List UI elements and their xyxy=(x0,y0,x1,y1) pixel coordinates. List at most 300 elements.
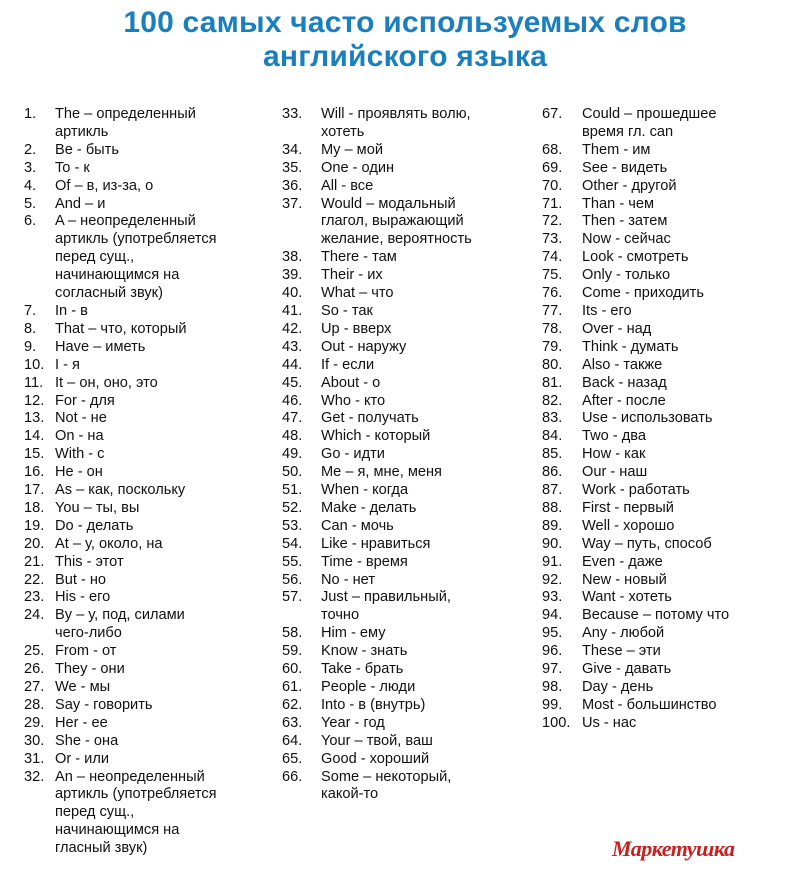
item-number: 22. xyxy=(24,571,45,588)
item-number: 82. xyxy=(542,392,563,409)
item-number: 28. xyxy=(24,696,45,713)
item-text xyxy=(582,518,804,536)
item-text xyxy=(321,643,534,661)
item-number: 90. xyxy=(542,535,563,552)
item-line: It – он, оно, это xyxy=(55,374,158,391)
item-text xyxy=(582,482,804,500)
list-item xyxy=(24,339,274,357)
item-line: Of – в, из-за, о xyxy=(55,177,154,194)
item-text xyxy=(55,160,274,178)
item-number: 70. xyxy=(542,177,563,194)
item-number: 37. xyxy=(282,195,303,212)
item-number: 43. xyxy=(282,338,303,355)
item-line: In - в xyxy=(55,302,88,319)
item-number: 52. xyxy=(282,499,303,516)
item-line: согласный звук) xyxy=(55,285,163,302)
list-item xyxy=(282,589,534,625)
item-number: 74. xyxy=(542,249,563,266)
list-item xyxy=(24,303,274,321)
item-text xyxy=(55,769,274,859)
item-line: Will - проявлять волю, xyxy=(321,106,471,122)
item-number: 53. xyxy=(282,517,303,534)
item-line: Know - знать xyxy=(321,643,408,660)
item-number: 25. xyxy=(24,643,45,660)
list-item xyxy=(282,393,534,411)
item-line: Back - назад xyxy=(582,374,667,391)
item-line: Look - смотреть xyxy=(582,249,689,266)
item-number: 97. xyxy=(542,661,563,678)
item-line: Give - давать xyxy=(582,661,672,678)
list-item xyxy=(282,536,534,554)
item-text xyxy=(321,249,534,267)
word-column-2 xyxy=(282,106,534,804)
item-text xyxy=(321,482,534,500)
list-item xyxy=(542,661,804,679)
list-item xyxy=(282,518,534,536)
item-line: Over - над xyxy=(582,320,652,337)
item-line: So - так xyxy=(321,302,373,319)
item-line: Think - думать xyxy=(582,338,679,355)
item-number: 66. xyxy=(282,768,303,785)
item-text xyxy=(321,321,534,339)
item-number: 50. xyxy=(282,464,303,481)
list-item xyxy=(282,142,534,160)
item-line: See - видеть xyxy=(582,159,668,176)
list-item xyxy=(542,715,804,733)
list-item xyxy=(282,464,534,482)
item-text xyxy=(55,679,274,697)
item-text xyxy=(55,428,274,446)
item-line: No - нет xyxy=(321,571,375,588)
item-text xyxy=(582,697,804,715)
item-number: 96. xyxy=(542,643,563,660)
list-item xyxy=(542,339,804,357)
item-line: This - этот xyxy=(55,553,124,570)
item-line: And – и xyxy=(55,195,106,212)
item-number: 93. xyxy=(542,589,563,606)
list-item xyxy=(542,357,804,375)
list-item xyxy=(282,679,534,697)
item-text xyxy=(55,213,274,303)
item-line: Out - наружу xyxy=(321,338,407,355)
list-item xyxy=(542,196,804,214)
item-text xyxy=(321,285,534,303)
list-item xyxy=(282,643,534,661)
item-text xyxy=(55,500,274,518)
item-text xyxy=(582,393,804,411)
item-text xyxy=(321,679,534,697)
item-text xyxy=(582,715,804,733)
item-line: But - но xyxy=(55,571,107,588)
item-line: After - после xyxy=(582,392,666,409)
list-item xyxy=(542,231,804,249)
item-text xyxy=(321,160,534,178)
item-number: 48. xyxy=(282,428,303,445)
item-number: 75. xyxy=(542,267,563,284)
item-number: 84. xyxy=(542,428,563,445)
item-number: 11. xyxy=(24,374,44,391)
item-text xyxy=(55,697,274,715)
item-line: гласный звук) xyxy=(55,840,148,857)
list-item xyxy=(24,393,274,411)
item-line: One - один xyxy=(321,159,395,176)
item-text xyxy=(321,375,534,393)
list-item xyxy=(542,106,804,142)
item-line: If - если xyxy=(321,356,375,373)
list-item xyxy=(282,267,534,285)
item-text xyxy=(582,679,804,697)
list-item xyxy=(282,715,534,733)
item-text xyxy=(321,393,534,411)
item-text xyxy=(582,142,804,160)
item-text xyxy=(55,303,274,321)
item-text xyxy=(582,375,804,393)
item-number: 29. xyxy=(24,714,45,731)
item-line: глагол, выражающий xyxy=(321,213,464,230)
list-item xyxy=(282,751,534,769)
item-text xyxy=(55,536,274,554)
item-number: 16. xyxy=(24,464,45,481)
item-line: Because – потому что xyxy=(582,607,730,624)
item-line: Which - который xyxy=(321,428,431,445)
item-line: Get - получать xyxy=(321,410,419,427)
item-text xyxy=(55,339,274,357)
item-number: 17. xyxy=(24,482,45,499)
item-line: To - к xyxy=(55,159,90,176)
item-number: 91. xyxy=(542,553,563,570)
item-text xyxy=(321,518,534,536)
list-item xyxy=(282,428,534,446)
item-line: Like - нравиться xyxy=(321,535,431,552)
item-line: An – неопределенный xyxy=(55,768,205,785)
list-item xyxy=(24,733,274,751)
item-line: перед сущ., xyxy=(55,249,135,266)
item-line: артикль (употребляется xyxy=(55,786,217,803)
item-number: 92. xyxy=(542,571,563,588)
item-number: 77. xyxy=(542,302,563,319)
item-line: Their - их xyxy=(321,267,383,284)
list-item xyxy=(282,357,534,375)
list-item xyxy=(24,661,274,679)
item-number: 72. xyxy=(542,213,563,230)
item-number: 8. xyxy=(24,320,37,337)
item-number: 9. xyxy=(24,338,37,355)
item-line: Work - работать xyxy=(582,482,690,499)
item-text xyxy=(321,142,534,160)
page-title xyxy=(0,6,810,74)
item-text xyxy=(321,769,534,805)
word-column-1 xyxy=(24,106,274,858)
item-text xyxy=(582,178,804,196)
item-line: Make - делать xyxy=(321,499,417,516)
item-text xyxy=(55,196,274,214)
item-number: 3. xyxy=(24,159,37,176)
item-number: 49. xyxy=(282,446,303,463)
item-line: How - как xyxy=(582,446,646,463)
item-text xyxy=(582,536,804,554)
item-number: 42. xyxy=(282,320,303,337)
item-line: Who - кто xyxy=(321,392,386,409)
item-line: Just – правильный, xyxy=(321,589,451,606)
item-line: какой-то xyxy=(321,786,379,803)
item-text xyxy=(321,446,534,464)
item-line: точно xyxy=(321,607,360,624)
item-text xyxy=(321,178,534,196)
item-line: All - все xyxy=(321,177,374,194)
item-number: 6. xyxy=(24,213,37,230)
item-number: 2. xyxy=(24,141,37,158)
item-number: 80. xyxy=(542,356,563,373)
item-line: As – как, поскольку xyxy=(55,482,186,499)
list-item xyxy=(542,213,804,231)
item-number: 13. xyxy=(24,410,45,427)
item-line: хотеть xyxy=(321,123,365,140)
item-text xyxy=(55,357,274,375)
item-line: By – у, под, силами xyxy=(55,607,185,624)
item-text xyxy=(321,303,534,321)
list-item xyxy=(282,482,534,500)
item-text xyxy=(55,393,274,411)
item-text xyxy=(321,554,534,572)
list-item xyxy=(542,178,804,196)
item-text xyxy=(321,572,534,590)
item-number: 36. xyxy=(282,177,303,194)
item-line: Come - приходить xyxy=(582,285,704,302)
list-item xyxy=(24,464,274,482)
list-item xyxy=(542,142,804,160)
list-item xyxy=(24,178,274,196)
list-item xyxy=(24,375,274,393)
item-number: 24. xyxy=(24,607,45,624)
list-item xyxy=(282,321,534,339)
item-number: 30. xyxy=(24,732,45,749)
item-line: There - там xyxy=(321,249,397,266)
item-text xyxy=(321,106,534,142)
item-text xyxy=(321,625,534,643)
item-number: 47. xyxy=(282,410,303,427)
item-number: 94. xyxy=(542,607,563,624)
item-text xyxy=(582,267,804,285)
item-text xyxy=(582,625,804,643)
item-text xyxy=(321,267,534,285)
item-line: People - люди xyxy=(321,679,416,695)
item-text xyxy=(582,213,804,231)
item-line: She - она xyxy=(55,732,119,749)
list-item xyxy=(542,464,804,482)
item-text xyxy=(321,661,534,679)
item-line: начинающимся на xyxy=(55,822,180,839)
item-number: 18. xyxy=(24,499,45,516)
item-line: желание, вероятность xyxy=(321,231,472,248)
list-item xyxy=(24,321,274,339)
item-text xyxy=(321,410,534,428)
item-text xyxy=(321,589,534,625)
list-item xyxy=(24,679,274,697)
list-item xyxy=(24,500,274,518)
item-text xyxy=(582,106,804,142)
item-text xyxy=(55,178,274,196)
item-text xyxy=(582,607,804,625)
item-line: Have – иметь xyxy=(55,338,146,355)
item-text xyxy=(582,446,804,464)
item-number: 81. xyxy=(542,374,563,391)
word-column-3 xyxy=(542,106,804,733)
item-number: 98. xyxy=(542,679,563,695)
item-number: 1. xyxy=(24,106,37,122)
list-item xyxy=(282,769,534,805)
item-line: Go - идти xyxy=(321,446,385,463)
item-line: Can - мочь xyxy=(321,517,394,534)
item-number: 68. xyxy=(542,141,563,158)
item-text xyxy=(582,249,804,267)
item-number: 15. xyxy=(24,446,45,463)
item-line: My – мой xyxy=(321,141,383,158)
item-number: 5. xyxy=(24,195,37,212)
list-item xyxy=(282,733,534,751)
item-line: Well - хорошо xyxy=(582,517,675,534)
item-text xyxy=(55,733,274,751)
list-item xyxy=(542,500,804,518)
item-number: 39. xyxy=(282,267,303,284)
item-text xyxy=(55,715,274,733)
item-number: 35. xyxy=(282,159,303,176)
list-item xyxy=(24,142,274,160)
item-text xyxy=(55,607,274,643)
item-number: 85. xyxy=(542,446,563,463)
item-text xyxy=(55,643,274,661)
item-line: Use - использовать xyxy=(582,410,713,427)
item-text xyxy=(582,554,804,572)
item-line: Up - вверх xyxy=(321,320,392,337)
list-item xyxy=(282,303,534,321)
item-text xyxy=(55,375,274,393)
item-line: These – эти xyxy=(582,643,661,660)
item-text xyxy=(321,751,534,769)
item-number: 55. xyxy=(282,553,303,570)
item-line: Would – модальный xyxy=(321,195,456,212)
list-item xyxy=(542,625,804,643)
item-line: Take - брать xyxy=(321,661,404,678)
item-text xyxy=(582,589,804,607)
item-text xyxy=(55,572,274,590)
item-number: 4. xyxy=(24,177,37,194)
item-number: 51. xyxy=(282,482,303,499)
item-line: Most - большинство xyxy=(582,696,717,713)
item-number: 73. xyxy=(542,231,563,248)
item-number: 54. xyxy=(282,535,303,552)
item-number: 26. xyxy=(24,661,45,678)
item-text xyxy=(582,321,804,339)
list-item xyxy=(24,697,274,715)
item-number: 45. xyxy=(282,374,303,391)
list-item xyxy=(542,267,804,285)
item-line: Then - затем xyxy=(582,213,668,230)
item-number: 71. xyxy=(542,195,563,212)
item-line: Time - время xyxy=(321,553,408,570)
item-number: 69. xyxy=(542,159,563,176)
list-item xyxy=(542,518,804,536)
list-item xyxy=(542,589,804,607)
item-text xyxy=(55,446,274,464)
list-item xyxy=(542,446,804,464)
item-text xyxy=(321,733,534,751)
item-line: From - от xyxy=(55,643,117,660)
item-line: Other - другой xyxy=(582,177,677,194)
item-number: 19. xyxy=(24,517,45,534)
item-line: Than - чем xyxy=(582,195,654,212)
item-number: 83. xyxy=(542,410,563,427)
list-item xyxy=(24,196,274,214)
item-text xyxy=(582,661,804,679)
item-number: 95. xyxy=(542,625,563,642)
item-text xyxy=(321,536,534,554)
item-line: Into - в (внутрь) xyxy=(321,696,426,713)
list-item xyxy=(282,249,534,267)
item-line: Only - только xyxy=(582,267,671,284)
list-item xyxy=(282,661,534,679)
list-item xyxy=(542,410,804,428)
list-item xyxy=(24,643,274,661)
item-line: You – ты, вы xyxy=(55,499,140,516)
list-item xyxy=(24,428,274,446)
item-number: 58. xyxy=(282,625,303,642)
list-item xyxy=(542,375,804,393)
item-number: 56. xyxy=(282,571,303,588)
list-item xyxy=(282,554,534,572)
item-number: 87. xyxy=(542,482,563,499)
item-line: Some – некоторый, xyxy=(321,768,452,785)
item-number: 88. xyxy=(542,499,563,516)
item-text xyxy=(55,142,274,160)
item-line: At – у, около, на xyxy=(55,535,163,552)
item-text xyxy=(55,589,274,607)
list-item xyxy=(24,518,274,536)
item-line: артикль (употребляется xyxy=(55,231,217,248)
item-line: чего-либо xyxy=(55,625,122,642)
item-text xyxy=(55,106,274,142)
item-number: 12. xyxy=(24,392,45,409)
list-item xyxy=(542,321,804,339)
list-item xyxy=(282,339,534,357)
item-line: They - они xyxy=(55,661,125,678)
item-number: 76. xyxy=(542,285,563,302)
list-item xyxy=(24,572,274,590)
item-line: When - когда xyxy=(321,482,409,499)
item-number: 27. xyxy=(24,679,45,695)
item-text xyxy=(582,285,804,303)
item-number: 33. xyxy=(282,106,303,122)
item-number: 34. xyxy=(282,141,303,158)
item-line: Say - говорить xyxy=(55,696,153,713)
item-line: Our - наш xyxy=(582,464,648,481)
list-item xyxy=(282,375,534,393)
item-line: With - с xyxy=(55,446,105,463)
title-line-2: английского языка xyxy=(262,40,548,73)
item-number: 7. xyxy=(24,302,37,319)
list-item xyxy=(24,106,274,142)
list-item xyxy=(24,589,274,607)
list-item xyxy=(24,751,274,769)
item-text xyxy=(582,196,804,214)
item-number: 89. xyxy=(542,517,563,534)
list-item xyxy=(542,572,804,590)
list-item xyxy=(24,482,274,500)
item-number: 62. xyxy=(282,696,303,713)
list-item xyxy=(24,769,274,859)
list-item xyxy=(542,303,804,321)
list-item xyxy=(282,285,534,303)
list-item xyxy=(282,410,534,428)
